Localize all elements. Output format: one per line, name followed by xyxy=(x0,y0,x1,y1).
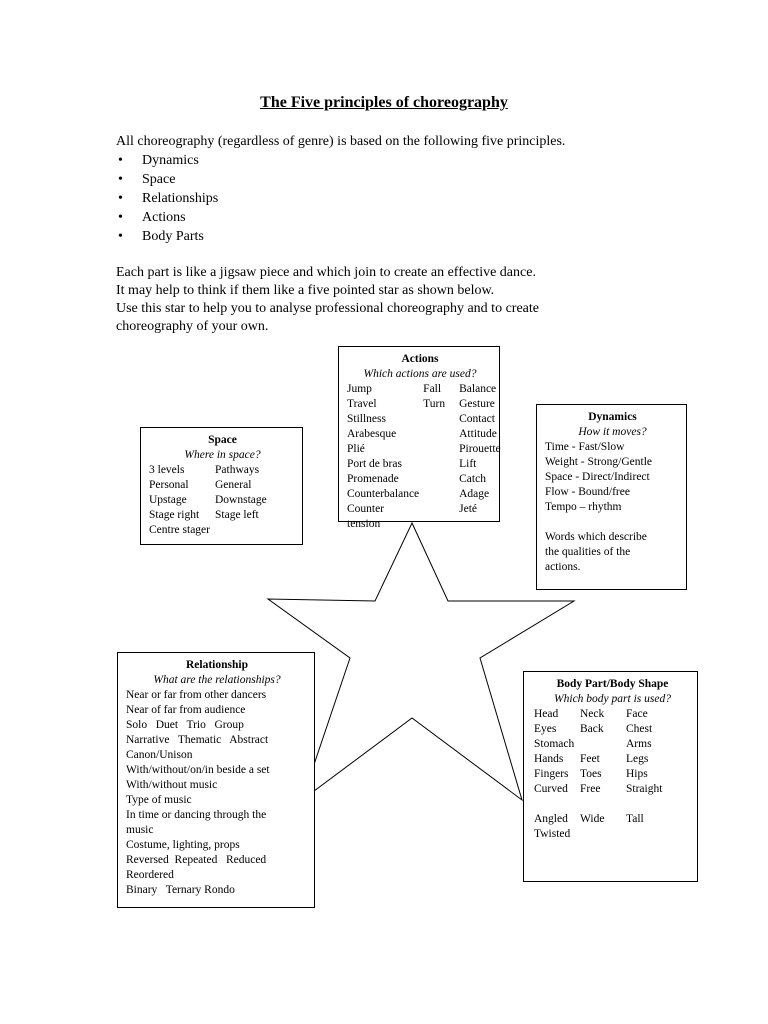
actions-cell xyxy=(423,502,445,532)
body-part-title: Body Part/Body Shape xyxy=(556,678,669,690)
principles-list xyxy=(116,151,676,246)
actions-cell: Pirouette xyxy=(459,443,501,455)
actions-cell: Travel xyxy=(347,398,377,410)
dynamics-line: Flow - Bound/free xyxy=(545,486,630,498)
space-subtitle: Where in space? xyxy=(184,449,261,461)
body-shape-cell: Twisted xyxy=(534,828,571,840)
body-part-cell: Face xyxy=(626,708,648,720)
relationship-line: Costume, lighting, props xyxy=(126,839,240,851)
space-grid xyxy=(149,463,296,538)
intro-lead: All choreography (regardless of genre) is based on the following five principles. xyxy=(116,134,566,149)
body-part-cell: Toes xyxy=(580,768,602,780)
principle-item: • Space xyxy=(116,170,676,189)
actions-cell: Counter tension xyxy=(347,503,385,530)
dynamics-line: Weight - Strong/Gentle xyxy=(545,456,653,468)
actions-cell: Catch xyxy=(459,473,486,485)
body-part-grid xyxy=(534,707,691,797)
actions-cell: Gesture xyxy=(459,398,495,410)
body-part-box xyxy=(523,671,698,882)
actions-cell: Stillness xyxy=(347,413,386,425)
paragraph-line: It may help to think if them like a five pointed star as shown below. xyxy=(116,283,495,298)
actions-subtitle: Which actions are used? xyxy=(363,368,477,380)
relationship-line: Near or far from other dancers xyxy=(126,689,267,701)
body-shape-cell: Wide xyxy=(580,813,605,825)
actions-cell: Jeté xyxy=(459,503,478,515)
actions-cell xyxy=(423,457,445,472)
space-cell: Stage right xyxy=(149,509,200,521)
principle-item: • Body Parts xyxy=(116,227,676,246)
actions-cell xyxy=(423,487,445,502)
dynamics-title: Dynamics xyxy=(588,411,637,423)
actions-cell: Turn xyxy=(423,398,446,410)
relationship-line: Near of far from audience xyxy=(126,704,246,716)
intro-paragraph xyxy=(116,264,676,336)
body-part-cell: Eyes xyxy=(534,723,557,735)
relationship-line: Reversed Repeated Reduced xyxy=(126,854,267,866)
body-shape-cell: Tall xyxy=(626,813,644,825)
actions-cell: Adage xyxy=(459,488,490,500)
body-shape-cell: Angled xyxy=(534,813,568,825)
space-cell: Downstage xyxy=(215,494,267,506)
relationship-line: With/without music xyxy=(126,779,218,791)
dynamics-line: Time - Fast/Slow xyxy=(545,441,625,453)
relationship-line: music xyxy=(126,824,154,836)
body-part-cell: Stomach xyxy=(534,738,575,750)
paragraph-line: Use this star to help you to analyse professional choreography and to create xyxy=(116,301,539,316)
body-part-cell: Neck xyxy=(580,708,605,720)
space-box xyxy=(140,427,303,545)
body-shape-cell xyxy=(580,827,626,842)
relationship-box xyxy=(117,652,315,908)
relationship-line: Solo Duet Trio Group xyxy=(126,719,244,731)
body-part-cell: Arms xyxy=(626,738,652,750)
dynamics-line: Tempo – rhythm xyxy=(545,501,622,513)
space-cell: Upstage xyxy=(149,494,187,506)
actions-cell: Arabesque xyxy=(347,428,397,440)
body-shape-cell xyxy=(626,827,691,842)
dynamics-box xyxy=(536,404,687,590)
relationship-line: Narrative Thematic Abstract xyxy=(126,734,269,746)
intro-section xyxy=(116,132,676,336)
dynamics-line: Space - Direct/Indirect xyxy=(545,471,650,483)
actions-cell: Jump xyxy=(347,383,372,395)
principle-item: • Actions xyxy=(116,208,676,227)
actions-title: Actions xyxy=(401,353,439,365)
actions-cell xyxy=(423,442,445,457)
dynamics-note-line: Words which describe xyxy=(545,531,647,543)
body-part-cell: Feet xyxy=(580,753,600,765)
body-part-cell: Fingers xyxy=(534,768,569,780)
body-part-cell xyxy=(580,737,626,752)
actions-cell: Contact xyxy=(459,413,495,425)
actions-cell: Port de bras xyxy=(347,458,402,470)
space-cell xyxy=(215,523,296,538)
space-cell: 3 levels xyxy=(149,464,185,476)
actions-cell xyxy=(423,472,445,487)
relationship-line: Type of music xyxy=(126,794,192,806)
body-part-cell: Hips xyxy=(626,768,648,780)
dynamics-subtitle: How it moves? xyxy=(578,426,647,438)
space-title: Space xyxy=(208,434,237,446)
body-part-cell: Chest xyxy=(626,723,653,735)
paragraph-line: choreography of your own. xyxy=(116,319,269,334)
actions-cell: Counterbalance xyxy=(347,488,420,500)
paragraph-line: Each part is like a jigsaw piece and which join to create an effective dance. xyxy=(116,265,536,280)
relationship-line: Binary Ternary Rondo xyxy=(126,884,235,896)
body-part-cell: Straight xyxy=(626,783,663,795)
actions-cell: Attitude xyxy=(459,428,497,440)
space-cell: Pathways xyxy=(215,464,260,476)
body-part-cell: Head xyxy=(534,708,559,720)
space-cell: General xyxy=(215,479,252,491)
actions-cell: Fall xyxy=(423,383,442,395)
body-part-cell: Curved xyxy=(534,783,568,795)
principle-item: • Relationships xyxy=(116,189,676,208)
actions-cell: Promenade xyxy=(347,473,399,485)
actions-cell: Plié xyxy=(347,443,365,455)
dynamics-note-line: actions. xyxy=(545,561,581,573)
actions-cell: Balance xyxy=(459,383,497,395)
body-shape-grid xyxy=(534,812,691,842)
page-title: The Five principles of choreography xyxy=(260,94,508,111)
actions-grid xyxy=(347,382,501,532)
actions-cell xyxy=(423,427,445,442)
body-part-subtitle: Which body part is used? xyxy=(554,693,671,705)
relationship-line: Canon/Unison xyxy=(126,749,193,761)
space-cell: Stage left xyxy=(215,509,259,521)
dynamics-note-line: the qualities of the xyxy=(545,546,631,558)
body-part-cell: Hands xyxy=(534,753,564,765)
body-part-cell: Legs xyxy=(626,753,649,765)
relationship-line: In time or dancing through the xyxy=(126,809,267,821)
actions-cell xyxy=(423,412,445,427)
relationship-line: With/without/on/in beside a set xyxy=(126,764,270,776)
body-part-cell: Free xyxy=(580,783,601,795)
principle-item: • Dynamics xyxy=(116,151,676,170)
space-cell: Centre stager xyxy=(149,524,210,536)
body-part-cell: Back xyxy=(580,723,604,735)
relationship-subtitle: What are the relationships? xyxy=(153,674,281,686)
actions-cell: Lift xyxy=(459,458,477,470)
relationship-title: Relationship xyxy=(186,659,248,671)
actions-box xyxy=(338,346,501,530)
relationship-line: Reordered xyxy=(126,869,174,881)
space-cell: Personal xyxy=(149,479,189,491)
